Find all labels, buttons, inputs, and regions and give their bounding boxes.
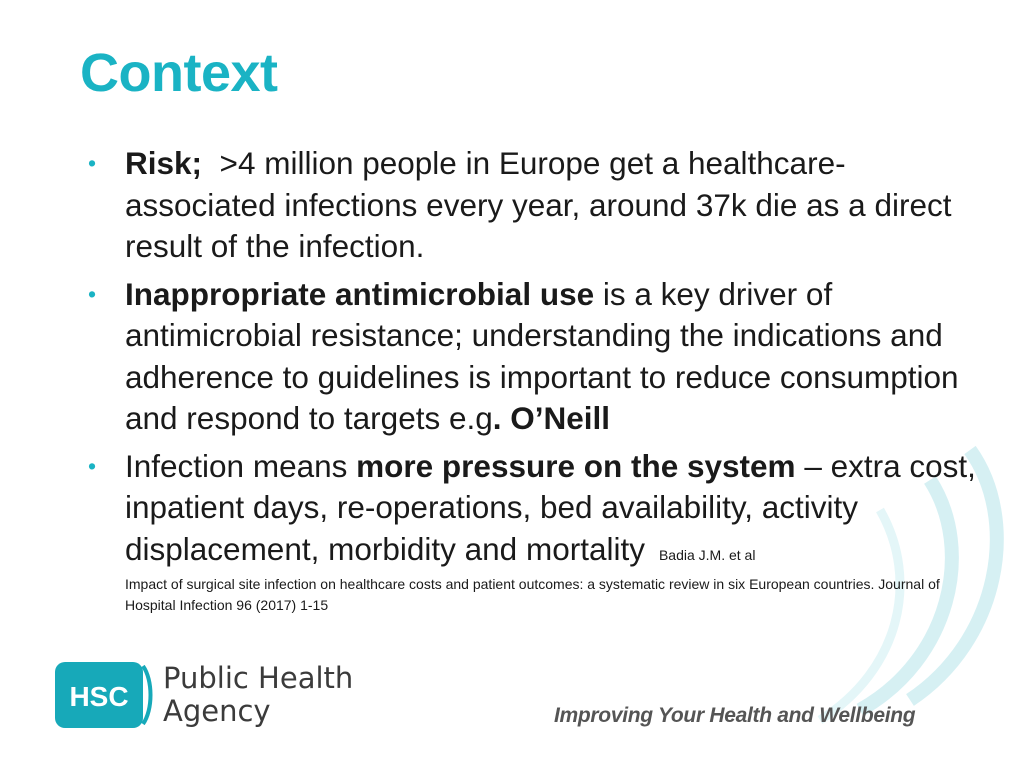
logo-line2: Agency [163, 694, 271, 728]
bullet-lead: Inappropriate antimicrobial use [125, 275, 595, 312]
bullet-risk [88, 143, 988, 268]
reference-author: Badia J.M. et al [658, 546, 756, 563]
logo-text [163, 662, 353, 728]
bullet-text: is a key driver of antimicrobial resistance; understanding the indications and adherence to guidelines is important to reduce consumption and respond to targets e.g [125, 275, 959, 436]
logo-mark: HSC [69, 681, 129, 712]
bullet-pressure [88, 446, 988, 617]
bullet-tail: . O’Neill [492, 400, 611, 436]
bullet-pre: Infection means [125, 447, 357, 484]
page-title: Context [80, 43, 278, 103]
bullet-antimicrobial [88, 274, 988, 440]
bullet-dot-icon: • [88, 280, 97, 307]
bullet-dot-icon: • [88, 452, 97, 479]
bullet-list [88, 143, 988, 622]
reference-citation: Impact of surgical site infection on healthcare costs and patient outcomes: a systematic review in six European countries. Journal of Hospital Infection 96 (2017) 1-15 [125, 576, 940, 613]
tagline: Improving Your Health and Wellbeing [554, 704, 916, 727]
hsc-logo-icon [55, 660, 153, 730]
bullet-text: >4 million people in Europe get a healthcare-associated infections every year, around 37k die as a direct result of the infection. [125, 145, 952, 264]
bullet-lead: more pressure on the system [356, 447, 796, 484]
bullet-text: – extra cost, inpatient days, re-operations, bed availability, activity displacement, morbidity and mortality [125, 447, 976, 567]
bullet-dot-icon: • [88, 150, 97, 176]
logo-line1: Public Health [163, 661, 354, 695]
hsc-logo [55, 660, 355, 736]
bullet-lead: Risk; [125, 145, 203, 181]
